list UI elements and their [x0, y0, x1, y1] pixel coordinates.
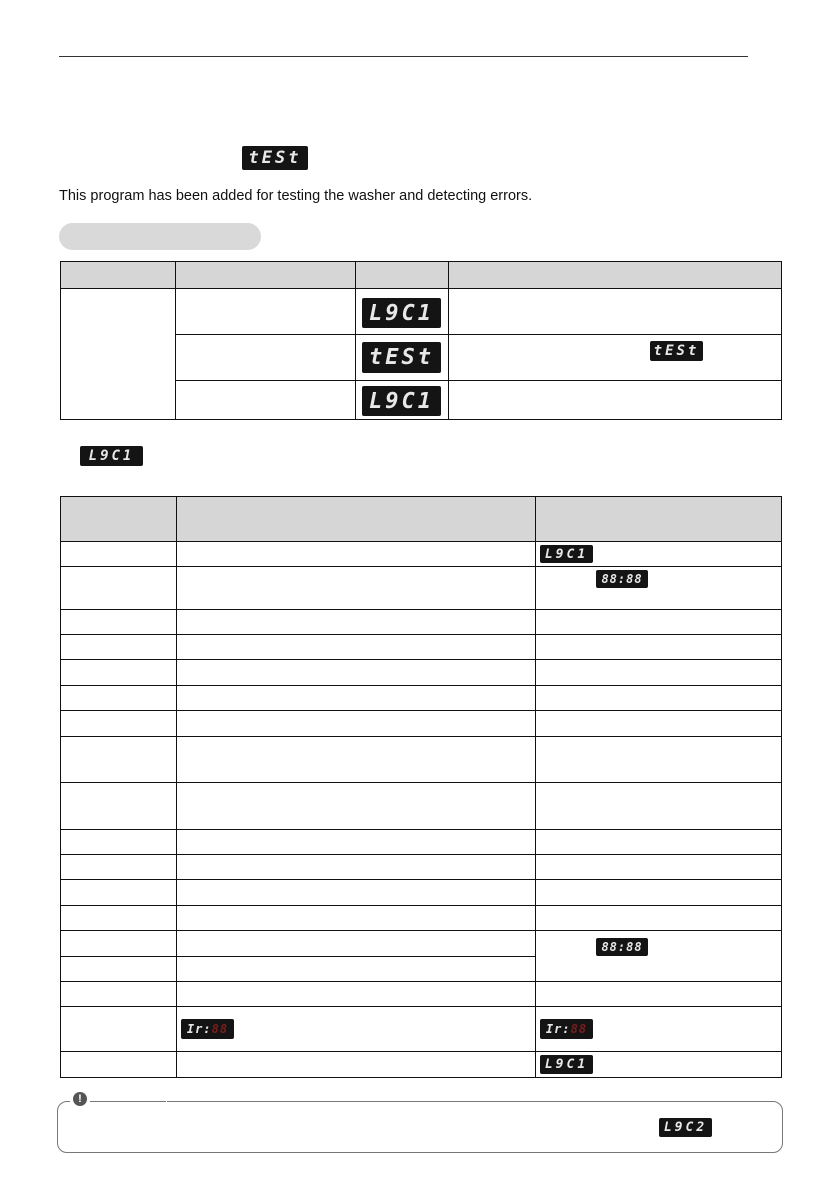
t1-h1 — [60, 288, 782, 289]
note-header-rule — [166, 1101, 167, 1102]
t2-h8 — [60, 736, 782, 737]
t2-h16 — [60, 981, 782, 982]
note-display — [659, 1118, 712, 1137]
exclamation-icon — [70, 1089, 90, 1109]
table2-header — [60, 497, 781, 541]
top-rule — [59, 56, 748, 57]
t2-h12 — [60, 879, 782, 880]
t1-h0 — [60, 261, 782, 262]
t2-ir-display-right — [540, 1019, 593, 1039]
t2-h17 — [60, 1006, 782, 1007]
t2-last-display-text: L9C1 — [544, 1057, 589, 1072]
t2-ir-right-prefix: Ir: — [545, 1022, 571, 1036]
t2-h3 — [60, 609, 782, 610]
t1-row3-display — [362, 386, 441, 416]
standalone-display — [80, 446, 143, 466]
t2-h2 — [60, 566, 782, 567]
t2-h9 — [60, 782, 782, 783]
t2-h18 — [60, 1051, 782, 1052]
t2-row1-display — [540, 545, 593, 563]
t2-merged-clock-display — [596, 938, 648, 956]
t2-h0 — [60, 496, 782, 497]
t1-row2-display-text: tESt — [369, 345, 434, 370]
t2-h7 — [60, 710, 782, 711]
table1-header — [60, 262, 781, 288]
t2-v1 — [176, 496, 177, 1078]
t1-row1-display-text: L9C1 — [369, 300, 434, 326]
t2-h14 — [60, 930, 782, 931]
t1-row2-display — [362, 342, 441, 373]
t2-ir-left-digits: 88 — [211, 1022, 229, 1036]
t1-h4 — [60, 419, 782, 420]
t2-h4 — [60, 634, 782, 635]
standalone-display-text: L9C1 — [88, 448, 135, 464]
t2-h1 — [60, 541, 782, 542]
t2-ir-left-prefix: Ir: — [186, 1022, 212, 1036]
t2-h10 — [60, 829, 782, 830]
t2-h6 — [60, 685, 782, 686]
intro-text: This program has been added for testing the washer and detecting errors. — [59, 188, 533, 204]
t1-v4 — [781, 261, 782, 420]
t1-h2 — [175, 334, 782, 335]
t1-row3-display-text: L9C1 — [369, 388, 434, 414]
t2-v2 — [535, 496, 536, 1078]
t2-h15 — [60, 956, 535, 957]
t2-h11 — [60, 854, 782, 855]
t2-ir-display-left — [181, 1019, 234, 1039]
note-display-text: L9C2 — [663, 1120, 708, 1135]
t2-h5 — [60, 659, 782, 660]
t1-row2-inline-display — [650, 341, 703, 361]
t1-v2 — [355, 261, 356, 420]
t1-h3 — [175, 380, 782, 381]
t2-row2-clock-display — [596, 570, 648, 588]
t2-v3 — [781, 496, 782, 1078]
test-mode-display-text: tESt — [248, 148, 302, 168]
t2-last-display — [540, 1055, 593, 1074]
t2-merged-clock-text: 88:88 — [601, 940, 643, 954]
note-icon-glyph: ! — [73, 1092, 87, 1106]
test-mode-display — [242, 146, 308, 170]
t2-v0 — [60, 496, 61, 1078]
section-pill — [59, 223, 261, 250]
t1-v1 — [175, 261, 176, 420]
t1-row1-display — [362, 298, 441, 328]
t2-h13 — [60, 905, 782, 906]
t1-v0 — [60, 261, 61, 420]
t2-ir-right-digits: 88 — [570, 1022, 588, 1036]
t1-row2-inline-display-text: tESt — [653, 343, 700, 359]
t2-h19 — [60, 1077, 782, 1078]
t2-row1-display-text: L9C1 — [544, 546, 589, 562]
t2-row2-clock-text: 88:88 — [601, 572, 643, 586]
t1-v3 — [448, 261, 449, 420]
